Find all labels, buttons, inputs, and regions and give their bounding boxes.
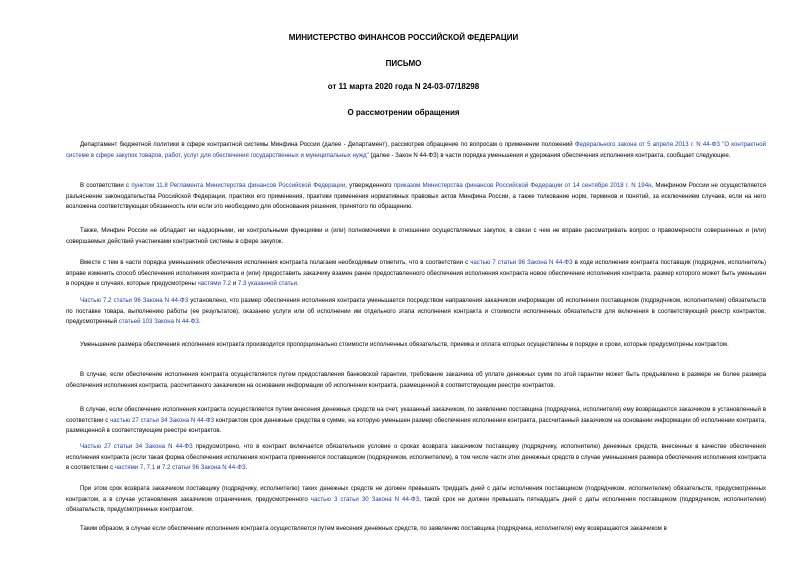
paragraph-text: в ходе исполнения контракта поставщик (подрядчик, исполнитель) вправе изменить способ обеспечения исполнения контракта и (или) предоставить заказчику взамен ранее предоставленного обеспечения исполнения контракта новое обеспечение исполнения контракта, размер которого может быть уменьшен в порядке и случаях, которые предусмотрены bbox=[66, 259, 766, 287]
paragraph bbox=[66, 524, 766, 535]
law-reference-link[interactable]: пунктом 11.8 Регламента Министерства финансов Российской Федерации bbox=[131, 182, 346, 189]
paragraph bbox=[66, 140, 766, 161]
law-reference-link[interactable]: Федерального закона от 5 апреля 2013 г. N 44-ФЗ "О контрактной системе в сфере закупок товаров, работ, услуг для обеспечения государственных и муниципальных нужд" bbox=[66, 141, 767, 159]
paragraph bbox=[66, 296, 766, 328]
paragraph-text: . bbox=[198, 318, 201, 325]
paragraph bbox=[66, 340, 766, 351]
paragraph bbox=[66, 181, 766, 213]
law-reference-link[interactable]: приказом Министерства финансов Российской Федерации от 14 сентября 2018 г. N 194н bbox=[393, 182, 652, 189]
paragraph bbox=[66, 442, 766, 474]
law-reference-link[interactable]: частью 3 статьи 30 Закона N 44-ФЗ bbox=[310, 495, 420, 503]
law-reference-link[interactable]: частью 27 статьи 34 Закона N 44-ФЗ bbox=[110, 416, 215, 424]
law-reference-link[interactable]: частью 7 статьи 96 Закона N 44-ФЗ bbox=[470, 259, 573, 266]
paragraph-text: В случае, если обеспечение исполнения контракта осуществляется путем внесения денежных средств на счет, указанный заказчиком, по заявлению поставщика (подрядчика, исполнителя) ему возвращаются заказчиком в установленный в соответствии с bbox=[66, 406, 766, 424]
paragraph-text: , Минфином России не осуществляется разъяснение законодательства Российской Федерации, практики его применения, практики применения нормативных правовых актов Минфина России, а также толкование норм, терминов и понятий, за исключением случаев, если на него возложена соответствующая обязанность или если это необходимо для обоснования решения, принятого по обращению. bbox=[66, 182, 767, 210]
paragraph-text: В соответствии с bbox=[80, 182, 132, 189]
paragraph-text: Таким образом, в случае если обеспечение исполнения контракта осуществляется путем внесения денежных средств, по заявлению поставщика (подрядчика, исполнителя) ему возвращаются заказчиком в bbox=[80, 525, 667, 532]
law-reference-link[interactable]: 7.1 bbox=[146, 464, 156, 471]
paragraph-text: Уменьшение размера обеспечения исполнения контракта производится пропорционально стоимости исполненных обязательств, приемка и оплата которых осуществлены в порядке и сроки, которые предусмотрены контрактом. bbox=[80, 341, 729, 348]
paragraph-text: В случае, если обеспечение исполнения контракта осуществляется путем предоставления банковской гарантии, требование заказчика об уплате денежных сумм по этой гарантии может быть предъявлено в размере не более размера обеспечения исполнения контракта, рассчитанного заказчиком на основании информации об исполнении контракта, размещенной в соответствующем реестре контрактов. bbox=[66, 371, 766, 389]
paragraph-text: Вместе с тем в части порядка уменьшения обеспечения исполнения контракта полагаем необходимым отметить, что в соответствии с bbox=[80, 259, 471, 266]
paragraph-text: и bbox=[155, 464, 162, 471]
law-reference-link[interactable]: 7.2 статьи 96 Закона N 44-ФЗ bbox=[161, 464, 246, 471]
law-reference-link[interactable]: 7.3 указанной статьи bbox=[237, 280, 297, 287]
paragraph-text: установлено, что размер обеспечения исполнения контракта уменьшается посредством направления заказчиком информации об исполнении поставщиком (подрядчиком, исполнителем) обязательств по поставке товара, выполнению работы (ее результатов), оказанию услуги или об исполнении им отдельного этапа исполнения контракта и стоимости исполненных обязательств для включения в соответствующий реестр контрактов, предусмотренный bbox=[66, 297, 766, 325]
paragraph-text: При этом срок возврата заказчиком поставщику (подрядчику, исполнителю) таких денежных средств не должен превышать тридцать дней с даты исполнения поставщиком (подрядчиком, исполнителем) обязательств, предусмотренных контрактом, а в случае установления заказчиком ограничения, предусмотренного bbox=[66, 485, 766, 503]
paragraph-text: предусмотрено, что в контракт включается обязательное условие о сроках возврата заказчиком поставщику (подрядчику, исполнителю) денежных средств, внесенных в качестве обеспечения исполнения контракта (если такая форма обеспечения исполнения контракта применяется поставщиком (подрядчиком, исполнителем), в том числе части этих денежных средств в случае уменьшения размера обеспечения исполнения контракта в соответствии с bbox=[66, 443, 766, 471]
paragraph-text: и bbox=[231, 280, 238, 287]
paragraph-text: Департамент бюджетной политики в сфере контрактной системы Минфина России (далее - Департамент), рассмотрев обращение по вопросам о применении положений bbox=[80, 141, 575, 148]
paragraph-text: . bbox=[245, 464, 248, 471]
paragraph bbox=[66, 484, 766, 516]
paragraph-text: Также, Минфин России не обладает ни надзорными, ни контрольными функциями и (или) полномочиями в отношении осуществляемых закупок, в связи с чем не вправе рассматривать вопрос о правомерности совершенных и (или) совершаемых действий участниками контрактной системы в сфере закупок. bbox=[66, 227, 766, 245]
paragraph-text: . bbox=[297, 280, 299, 287]
document-date-number: от 11 марта 2020 года N 24-03-07/18298 bbox=[327, 82, 480, 91]
paragraph-text: контрактом срок денежные средства в сумме, на которую уменьшен размер обеспечения исполнения контракта, рассчитанный заказчиком на основании информации об исполнении контракта, размещенной в соответствующем реестре контрактов. bbox=[66, 416, 766, 434]
paragraph bbox=[66, 258, 766, 290]
law-reference-link[interactable]: статьей 103 Закона N 44-ФЗ bbox=[118, 318, 199, 325]
document-type: ПИСЬМО bbox=[385, 59, 422, 68]
paragraph bbox=[66, 370, 766, 391]
paragraph bbox=[66, 405, 766, 437]
paragraph-text: , такой срок не должен превышать пятнадцать дней с даты исполнения поставщиком (подрядчиком, исполнителем) обязательств, предусмотренных контрактом. bbox=[66, 495, 766, 513]
law-reference-link[interactable]: Частью 7.2 статьи 96 Закона N 44-ФЗ bbox=[80, 297, 189, 304]
paragraph-text: , утвержденного bbox=[345, 182, 394, 189]
document-subject: О рассмотрении обращения bbox=[347, 108, 460, 117]
law-reference-link[interactable]: Частью 27 статьи 34 Закона N 44-ФЗ bbox=[80, 443, 193, 450]
paragraph-text: , bbox=[143, 464, 147, 471]
law-reference-link[interactable]: частями 7.2 bbox=[197, 280, 232, 287]
paragraph bbox=[66, 226, 766, 247]
paragraph-text: (далее - Закон N 44-ФЗ) в части порядка уменьшения и удержания обеспечения исполнения контракта, сообщает следующее. bbox=[368, 151, 731, 159]
ministry-heading: МИНИСТЕРСТВО ФИНАНСОВ РОССИЙСКОЙ ФЕДЕРАЦИИ bbox=[288, 33, 519, 42]
law-reference-link[interactable]: частями 7 bbox=[114, 464, 144, 471]
